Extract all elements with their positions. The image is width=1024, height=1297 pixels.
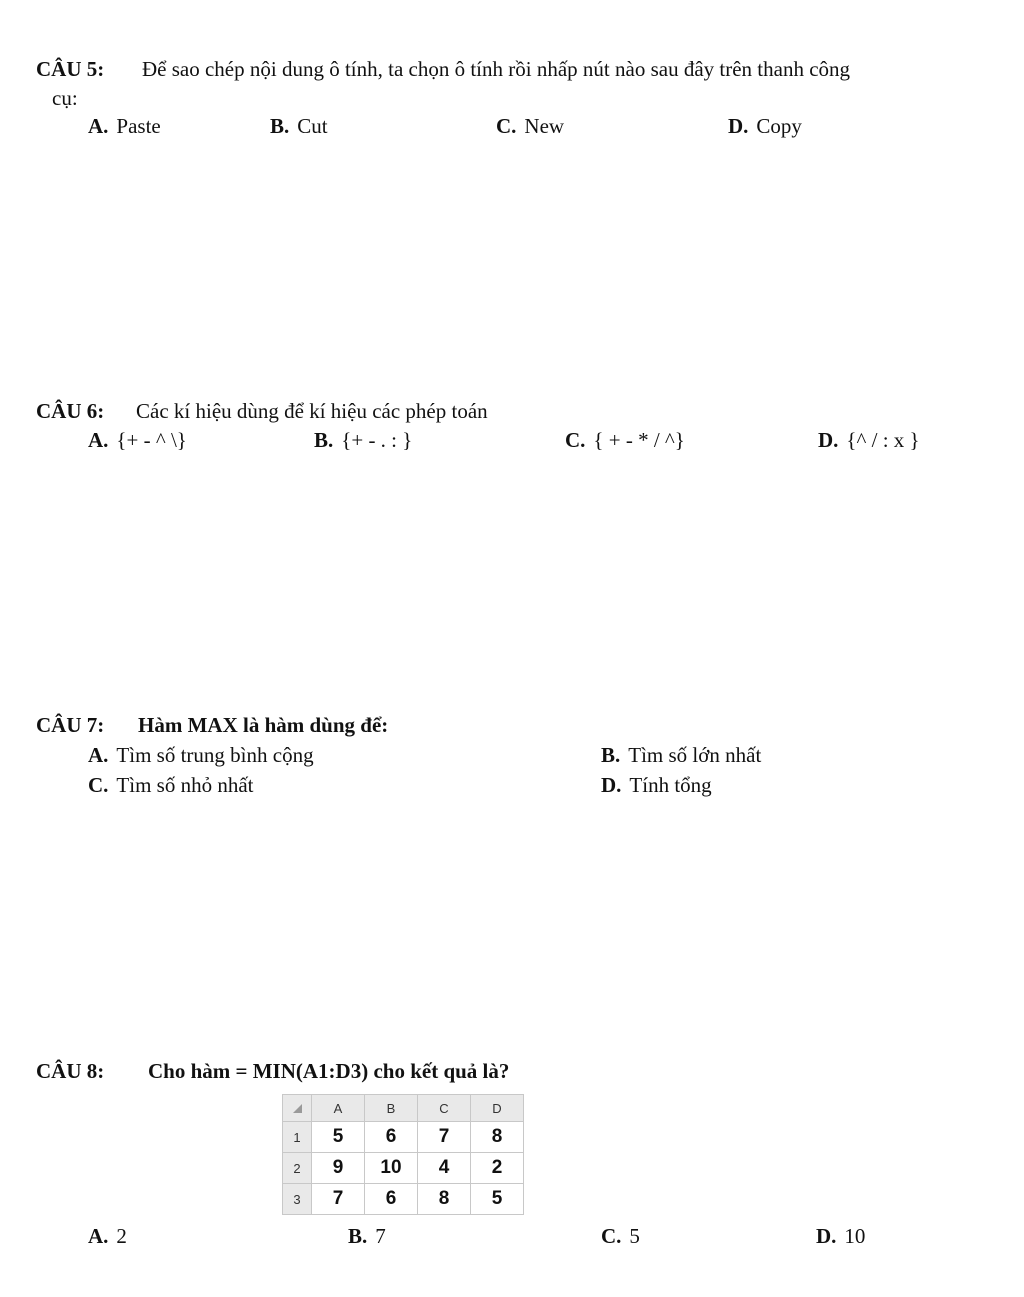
option-letter: B. bbox=[601, 743, 621, 767]
option-text: Tìm số lớn nhất bbox=[628, 743, 762, 767]
option-d[interactable] bbox=[601, 773, 712, 798]
cell[interactable]: 4 bbox=[418, 1153, 471, 1184]
option-c[interactable] bbox=[601, 1224, 640, 1249]
question-label: CÂU 8: bbox=[36, 1059, 105, 1083]
option-text: Cut bbox=[297, 114, 328, 138]
question-text-cont: cụ: bbox=[52, 86, 78, 110]
question-text: Các kí hiệu dùng để kí hiệu các phép toán bbox=[136, 399, 488, 423]
option-letter: C. bbox=[496, 114, 517, 138]
option-letter: D. bbox=[728, 114, 749, 138]
option-letter: A. bbox=[88, 743, 109, 767]
cell[interactable]: 5 bbox=[471, 1184, 524, 1215]
question-text: Để sao chép nội dung ô tính, ta chọn ô tính rồi nhấp nút nào sau đây trên thanh công bbox=[142, 57, 851, 81]
option-text: 2 bbox=[116, 1224, 127, 1248]
column-header[interactable]: B bbox=[365, 1095, 418, 1122]
option-letter: A. bbox=[88, 114, 109, 138]
cell[interactable]: 8 bbox=[418, 1184, 471, 1215]
option-letter: A. bbox=[88, 428, 109, 452]
cell[interactable]: 2 bbox=[471, 1153, 524, 1184]
option-d[interactable] bbox=[728, 114, 802, 139]
spreadsheet-table bbox=[282, 1094, 524, 1215]
option-text: {+ - ^ \} bbox=[116, 428, 187, 452]
cell[interactable]: 6 bbox=[365, 1184, 418, 1215]
option-letter: D. bbox=[601, 773, 622, 797]
column-header[interactable]: A bbox=[312, 1095, 365, 1122]
option-letter: C. bbox=[88, 773, 109, 797]
option-c[interactable] bbox=[496, 114, 564, 139]
cell[interactable]: 6 bbox=[365, 1122, 418, 1153]
cell[interactable]: 5 bbox=[312, 1122, 365, 1153]
option-c[interactable] bbox=[565, 428, 685, 453]
question-label: CÂU 7: bbox=[36, 713, 105, 737]
cell[interactable]: 7 bbox=[418, 1122, 471, 1153]
question-text: Cho hàm = MIN(A1:D3) cho kết quả là? bbox=[148, 1059, 510, 1083]
question-label: CÂU 5: bbox=[36, 57, 105, 81]
cell[interactable]: 7 bbox=[312, 1184, 365, 1215]
option-text: 7 bbox=[375, 1224, 386, 1248]
option-text: New bbox=[524, 114, 565, 138]
cell[interactable]: 10 bbox=[365, 1153, 418, 1184]
column-header-row bbox=[283, 1095, 524, 1122]
row-header[interactable]: 1 bbox=[283, 1122, 312, 1153]
option-text: Tính tổng bbox=[629, 773, 712, 797]
option-d[interactable] bbox=[816, 1224, 865, 1249]
option-c[interactable] bbox=[88, 773, 254, 798]
option-text: Copy bbox=[756, 114, 802, 138]
option-letter: C. bbox=[601, 1224, 622, 1248]
option-letter: D. bbox=[818, 428, 839, 452]
table-row bbox=[283, 1184, 524, 1215]
option-b[interactable] bbox=[601, 743, 761, 768]
option-text: Tìm số nhỏ nhất bbox=[116, 773, 254, 797]
select-all-corner[interactable] bbox=[283, 1095, 312, 1122]
option-b[interactable] bbox=[348, 1224, 386, 1249]
option-letter: A. bbox=[88, 1224, 109, 1248]
row-header[interactable]: 2 bbox=[283, 1153, 312, 1184]
option-a[interactable] bbox=[88, 743, 314, 768]
corner-triangle-icon bbox=[293, 1104, 302, 1113]
option-text: {^ / : x } bbox=[846, 428, 920, 452]
table-row bbox=[283, 1122, 524, 1153]
option-a[interactable] bbox=[88, 1224, 127, 1249]
option-b[interactable] bbox=[314, 428, 412, 453]
option-letter: B. bbox=[348, 1224, 368, 1248]
option-letter: C. bbox=[565, 428, 586, 452]
question-text: Hàm MAX là hàm dùng để: bbox=[138, 713, 389, 737]
column-header[interactable]: C bbox=[418, 1095, 471, 1122]
option-b[interactable] bbox=[270, 114, 328, 139]
option-text: Tìm số trung bình cộng bbox=[116, 743, 314, 767]
option-text: 5 bbox=[629, 1224, 640, 1248]
option-text: { + - * / ^} bbox=[593, 428, 685, 452]
option-letter: B. bbox=[270, 114, 290, 138]
cell[interactable]: 8 bbox=[471, 1122, 524, 1153]
cell[interactable]: 9 bbox=[312, 1153, 365, 1184]
option-letter: B. bbox=[314, 428, 334, 452]
table-row bbox=[283, 1153, 524, 1184]
option-a[interactable] bbox=[88, 114, 161, 139]
option-d[interactable] bbox=[818, 428, 920, 453]
row-header[interactable]: 3 bbox=[283, 1184, 312, 1215]
option-text: {+ - . : } bbox=[341, 428, 413, 452]
column-header[interactable]: D bbox=[471, 1095, 524, 1122]
option-text: Paste bbox=[116, 114, 161, 138]
option-a[interactable] bbox=[88, 428, 187, 453]
option-text: 10 bbox=[844, 1224, 866, 1248]
question-label: CÂU 6: bbox=[36, 399, 105, 423]
option-letter: D. bbox=[816, 1224, 837, 1248]
